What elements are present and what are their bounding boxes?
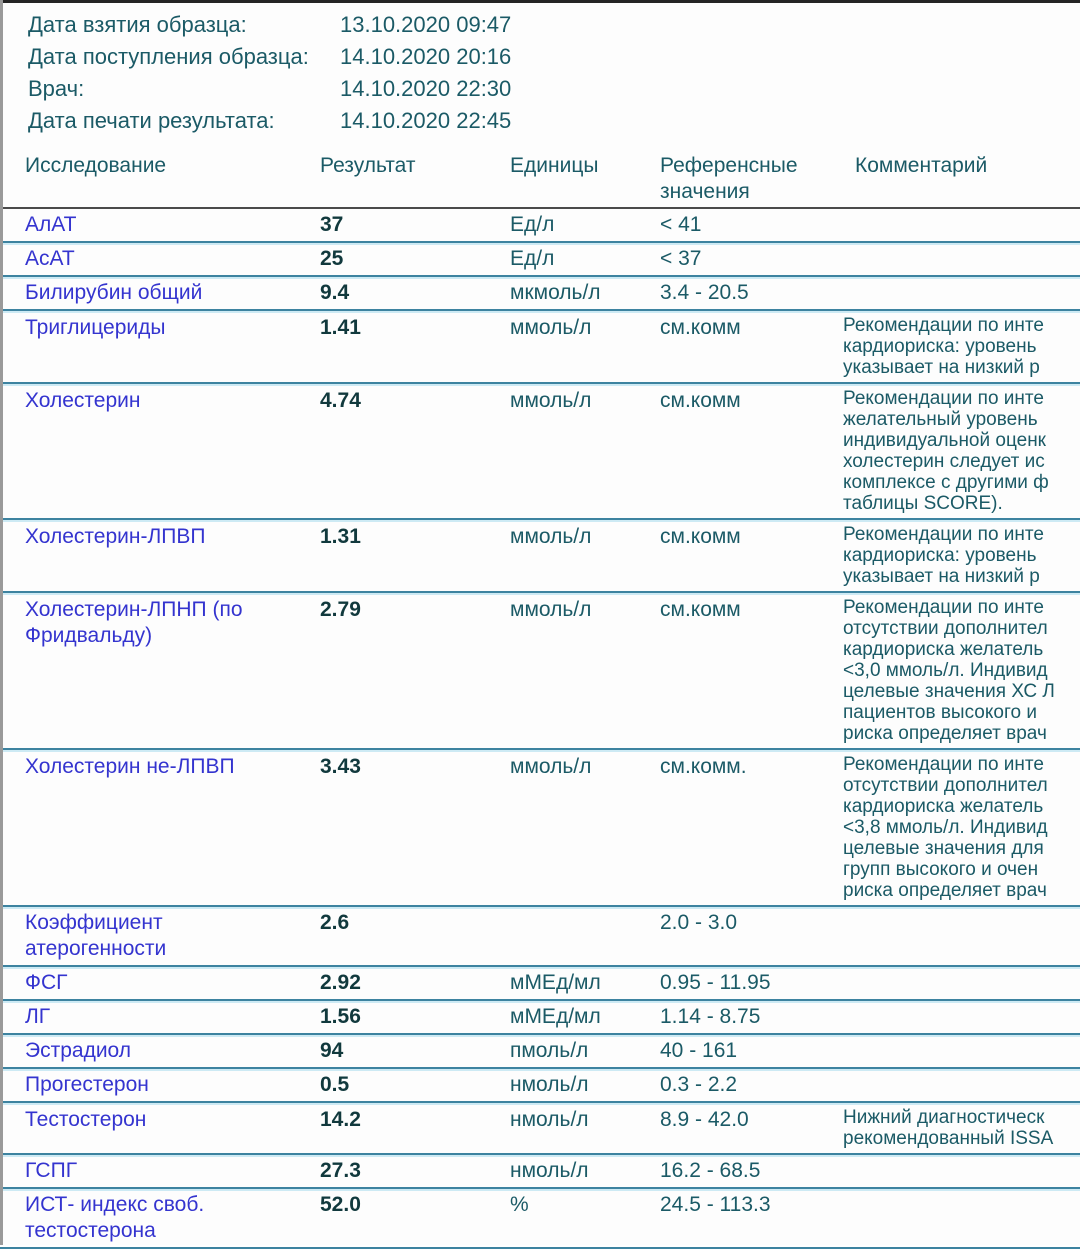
comment-line: Рекомендации по инте (843, 315, 1044, 336)
test-name: Билирубин общий (25, 281, 203, 304)
test-comment (843, 1038, 1080, 1064)
results-table (0, 209, 1080, 1249)
test-units: Ед/л (510, 213, 555, 236)
comment-line: кардиориска: уровень (843, 545, 1037, 566)
test-result: 25 (320, 247, 344, 270)
comment-line: риска определяет врач (843, 723, 1047, 744)
table-row (0, 593, 1080, 750)
test-reference-range: см.комм (660, 389, 741, 412)
test-name: ЛГ (25, 1005, 51, 1028)
test-comment (843, 1158, 1080, 1184)
test-name: Холестерин-ЛПВП (25, 525, 206, 548)
test-result: 3.43 (320, 755, 361, 778)
test-reference-range: 40 - 161 (660, 1039, 738, 1062)
comment-line: целевые значения ХС Л (843, 681, 1055, 702)
test-name: ФСГ (25, 971, 68, 994)
test-units: мМЕд/мл (510, 971, 601, 994)
test-comment (843, 597, 1080, 744)
test-reference-range: 16.2 - 68.5 (660, 1159, 761, 1182)
test-comment (843, 1004, 1080, 1030)
meta-value: 14.10.2020 20:16 (340, 44, 512, 69)
comment-line: групп высокого и очен (843, 859, 1039, 880)
test-name: ИСТ- индекс своб. тестостерона (25, 1193, 205, 1242)
sample-meta-block (0, 0, 1080, 137)
test-comment (843, 754, 1080, 901)
test-units: ммоль/л (510, 389, 592, 412)
comment-line: Нижний диагностическ (843, 1107, 1045, 1128)
test-units: Ед/л (510, 247, 555, 270)
test-name: Триглицериды (25, 316, 166, 339)
test-result: 52.0 (320, 1193, 361, 1216)
table-row (0, 750, 1080, 907)
comment-line: таблицы SCORE). (843, 493, 1003, 514)
test-name: АлАТ (25, 213, 77, 236)
comment-line: <3,0 ммоль/л. Индивид (843, 660, 1048, 681)
table-row (0, 243, 1080, 277)
table-row (0, 277, 1080, 311)
column-header-result: Результат (320, 154, 416, 177)
test-comment (843, 1072, 1080, 1098)
test-result: 1.56 (320, 1005, 361, 1028)
comment-line: Рекомендации по инте (843, 754, 1044, 775)
test-comment (843, 388, 1080, 514)
test-result: 0.5 (320, 1073, 350, 1096)
test-reference-range: 24.5 - 113.3 (660, 1193, 771, 1216)
meta-value: 13.10.2020 09:47 (340, 12, 512, 37)
test-comment (843, 315, 1080, 378)
meta-row-print-date (0, 105, 1080, 137)
meta-value: 14.10.2020 22:30 (340, 76, 512, 101)
test-result: 2.6 (320, 911, 350, 934)
test-comment (843, 246, 1080, 272)
comment-line: отсутствии дополнител (843, 775, 1048, 796)
test-reference-range: < 41 (660, 213, 702, 236)
page-left-border (0, 0, 3, 1245)
test-name: Холестерин (25, 389, 141, 412)
comment-line: целевые значения для (843, 838, 1044, 859)
comment-line: комплексе с другими ф (843, 472, 1049, 493)
comment-line: пациентов высокого и (843, 702, 1037, 723)
test-comment (843, 212, 1080, 238)
table-row (0, 1155, 1080, 1189)
comment-line: отсутствии дополнител (843, 618, 1048, 639)
table-row (0, 1001, 1080, 1035)
test-comment (843, 1107, 1080, 1149)
test-result: 37 (320, 213, 344, 236)
meta-label: Дата печати результата: (28, 108, 275, 133)
test-units: нмоль/л (510, 1159, 589, 1182)
comment-line: Рекомендации по инте (843, 524, 1044, 545)
table-row (0, 520, 1080, 593)
test-reference-range: см.комм (660, 598, 741, 621)
table-row (0, 1189, 1080, 1249)
test-units: пмоль/л (510, 1039, 589, 1062)
test-result: 1.31 (320, 525, 361, 548)
test-reference-range: 0.95 - 11.95 (660, 971, 771, 994)
comment-line: холестерин следует ис (843, 451, 1045, 472)
comment-line: индивидуальной оценк (843, 430, 1046, 451)
test-units: ммоль/л (510, 598, 592, 621)
test-result: 14.2 (320, 1108, 361, 1131)
meta-row-doctor (0, 73, 1080, 105)
comment-line: кардиориска: уровень (843, 336, 1037, 357)
meta-row-sample-taken (0, 9, 1080, 41)
test-comment (843, 910, 1080, 962)
test-units: нмоль/л (510, 1073, 589, 1096)
test-name: Эстрадиол (25, 1039, 132, 1062)
test-name: Холестерин-ЛПНП (по Фридвальду) (25, 598, 243, 647)
meta-label: Врач: (28, 76, 85, 101)
test-result: 2.79 (320, 598, 361, 621)
test-result: 1.41 (320, 316, 361, 339)
test-reference-range: см.комм. (660, 755, 747, 778)
test-units: ммоль/л (510, 755, 592, 778)
column-header-units: Единицы (510, 154, 599, 177)
test-result: 27.3 (320, 1159, 361, 1182)
test-name: ГСПГ (25, 1159, 78, 1182)
comment-line: указывает на низкий р (843, 357, 1040, 378)
test-units: нмоль/л (510, 1108, 589, 1131)
table-row (0, 384, 1080, 520)
test-comment (843, 1192, 1080, 1244)
comment-line: кардиориска желатель (843, 796, 1044, 817)
test-name: Холестерин не-ЛПВП (25, 755, 235, 778)
test-units: ммоль/л (510, 525, 592, 548)
comment-line: желательный уровень (843, 409, 1038, 430)
test-result: 4.74 (320, 389, 361, 412)
table-row (0, 209, 1080, 243)
comment-line: указывает на низкий р (843, 566, 1040, 587)
comment-line: <3,8 ммоль/л. Индивид (843, 817, 1048, 838)
comment-line: Рекомендации по инте (843, 388, 1044, 409)
test-comment (843, 524, 1080, 587)
test-result: 9.4 (320, 281, 350, 304)
table-row (0, 311, 1080, 384)
test-units (510, 910, 660, 962)
test-reference-range: см.комм (660, 316, 741, 339)
test-result: 2.92 (320, 971, 361, 994)
test-name: Коэффициент атерогенности (25, 911, 167, 960)
table-row (0, 1069, 1080, 1103)
table-row (0, 907, 1080, 967)
test-reference-range: 0.3 - 2.2 (660, 1073, 738, 1096)
comment-line: рекомендованный ISSA (843, 1128, 1054, 1149)
test-comment (843, 970, 1080, 996)
meta-value: 14.10.2020 22:45 (340, 108, 512, 133)
meta-row-sample-received (0, 41, 1080, 73)
meta-label: Дата поступления образца: (28, 44, 309, 69)
test-name: Тестостерон (25, 1108, 147, 1131)
table-row (0, 1103, 1080, 1155)
column-header-comment: Комментарий (855, 154, 988, 177)
test-comment (843, 280, 1080, 306)
test-units: % (510, 1193, 529, 1216)
comment-line: риска определяет врач (843, 880, 1047, 901)
test-units: мМЕд/мл (510, 1005, 601, 1028)
test-name: Прогестерон (25, 1073, 149, 1096)
test-reference-range: 1.14 - 8.75 (660, 1005, 761, 1028)
test-units: мкмоль/л (510, 281, 601, 304)
column-header-reference: Референсные значения (660, 154, 798, 203)
table-row (0, 1035, 1080, 1069)
test-result: 94 (320, 1039, 344, 1062)
comment-line: кардиориска желатель (843, 639, 1044, 660)
test-reference-range: < 37 (660, 247, 702, 270)
test-reference-range: см.комм (660, 525, 741, 548)
test-reference-range: 8.9 - 42.0 (660, 1108, 749, 1131)
comment-line: Рекомендации по инте (843, 597, 1044, 618)
test-reference-range: 3.4 - 20.5 (660, 281, 749, 304)
test-reference-range: 2.0 - 3.0 (660, 911, 738, 934)
meta-label: Дата взятия образца: (28, 12, 247, 37)
column-header-test: Исследование (25, 154, 167, 177)
test-units: ммоль/л (510, 316, 592, 339)
page-top-border (0, 0, 1080, 3)
table-row (0, 967, 1080, 1001)
results-table-header (0, 147, 1080, 209)
test-name: АсАТ (25, 247, 75, 270)
